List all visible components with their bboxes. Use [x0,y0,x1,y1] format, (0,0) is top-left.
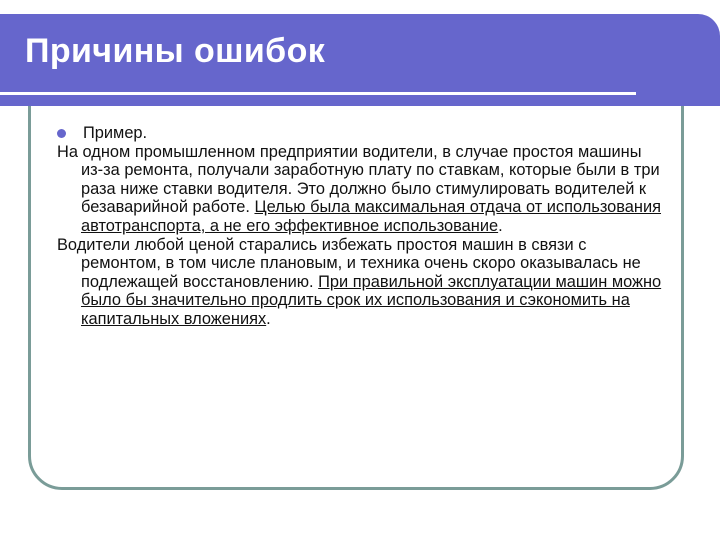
slide-title: Причины ошибок [25,32,326,70]
paragraph-1-underlined: Целью была максимальная отдача от использования автотранспорта, а не его эффективное использование [81,198,662,235]
bullet-label: Пример. [83,124,148,142]
title-underline [0,92,636,95]
slide-content [57,124,667,329]
bullet-item [57,124,667,143]
paragraph-2-end: . [266,309,271,328]
paragraph-2-underlined: При правильной эксплуатации машин можно было бы значительно продлить срок их использования и сэкономить на капитальных вложениях [81,272,662,328]
paragraph-2-text: Водители любой ценой старались избежать простоя машин в связи с ремонтом, в том числе плановым, и техника очень скоро оказывалась не подлежащей восстановлению. [57,235,641,291]
bullet-dot-icon [57,129,66,138]
paragraph-1-text: На одном промышленном предприятии водители, в случае простоя машины из-за ремонта, получали заработную плату по ставкам, которые были в три раза ниже ставки водителя. Это должно было стимулировать водителей к безаварийной работе. [57,142,660,217]
paragraph-1 [57,143,667,236]
paragraph-1-end: . [498,216,503,235]
paragraph-2 [57,236,667,329]
